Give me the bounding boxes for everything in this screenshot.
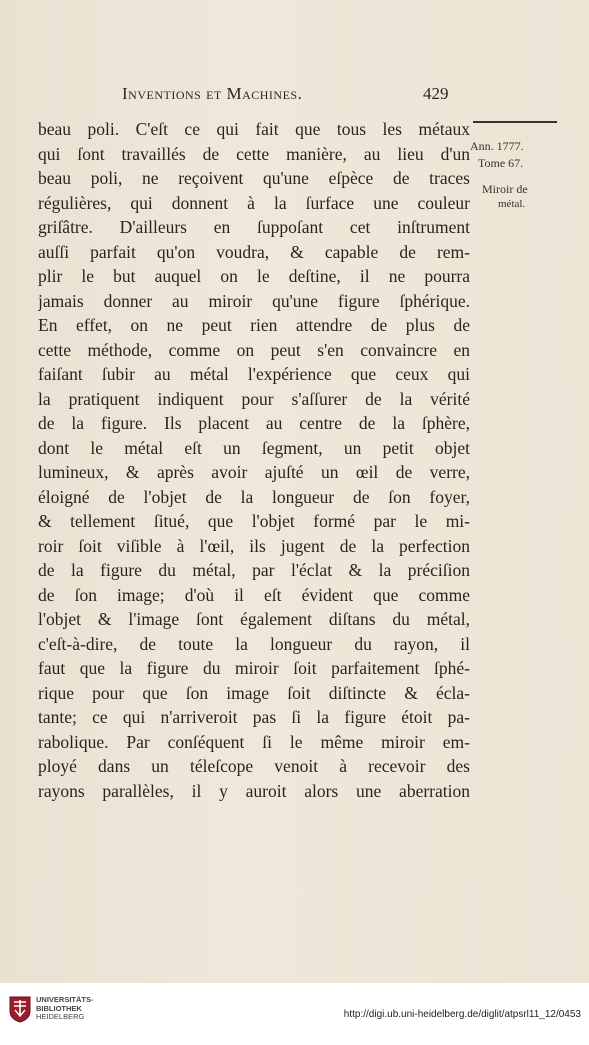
text-line: En effet, on ne peut rien attendre de plus de bbox=[38, 315, 470, 335]
margin-note-subject-cont: métal. bbox=[498, 198, 526, 210]
text-line: beau poli, ne reçoivent qu'une eſpèce de traces bbox=[38, 168, 470, 188]
text-line: l'objet & l'image ſont également diſtans du métal, bbox=[38, 609, 470, 629]
text-line: de ſon image; d'où il eſt évident que comme bbox=[38, 584, 470, 605]
text-line: lumineux, & après avoir ajuſté un œil de verre, bbox=[38, 462, 470, 482]
text-line: cette méthode, comme on peut s'en convaincre en bbox=[38, 339, 470, 360]
page-number: 429 bbox=[423, 84, 449, 103]
text-line: griſâtre. D'ailleurs en ſuppoſant cet inſtrument bbox=[38, 217, 470, 237]
margin-note-volume: Tome 67. bbox=[478, 156, 524, 170]
text-line: rique pour que ſon image ſoit diſtincte & écla- bbox=[38, 682, 470, 703]
text-line: roir ſoit viſible à l'œil, ils jugent de la perfection bbox=[38, 535, 470, 556]
text-line: de la figure du métal, par l'éclat & la préciſion bbox=[38, 560, 470, 580]
text-line: régulières, qui donnent à la ſurface une couleur bbox=[38, 192, 470, 213]
source-url-link[interactable]: http://digi.ub.uni-heidelberg.de/diglit/atpsrl11_12/0453 bbox=[343, 1009, 581, 1020]
university-seal-icon bbox=[8, 995, 32, 1023]
margin-rule bbox=[473, 121, 557, 123]
viewer-footer bbox=[0, 983, 589, 1045]
text-line: rayons parallèles, il y auroit alors une aberration bbox=[38, 780, 470, 801]
margin-note bbox=[470, 138, 582, 210]
text-line: de la figure. Ils placent au centre de la ſphère, bbox=[38, 413, 470, 433]
text-line: plir le but auquel on le deſtine, il ne pourra bbox=[38, 266, 470, 286]
text-line: la pratiquent indiquent pour s'aſſurer de la vérité bbox=[38, 388, 470, 409]
text-line: beau poli. C'eſt ce qui fait que tous les métaux bbox=[38, 119, 470, 139]
text-line: tante; ce qui n'arriveroit pas ſi la figure étoit pa- bbox=[38, 707, 470, 727]
text-line: & tellement ſitué, que l'objet formé par le mi- bbox=[38, 511, 470, 531]
running-title: Inventions et Machines. bbox=[122, 84, 303, 103]
library-name: UNIVERSITÄTS- BIBLIOTHEK HEIDELBERG bbox=[36, 995, 94, 1021]
text-line: rabolique. Par conſéquent ſi le même miroir em- bbox=[38, 731, 470, 752]
text-line: jamais donner au miroir qu'une figure ſphérique. bbox=[38, 290, 470, 311]
text-line: c'eſt-à-dire, de toute la longueur du rayon, il bbox=[38, 633, 470, 654]
text-line: ployé dans un téleſcope venoit à recevoir des bbox=[38, 756, 470, 776]
text-line: faiſant ſubir au métal l'expérience que ceux qui bbox=[38, 364, 470, 384]
text-line: éloigné de l'objet de la longueur de ſon foyer, bbox=[38, 486, 470, 507]
margin-note-year: Ann. 1777. bbox=[470, 139, 524, 153]
text-line: faut que la figure du miroir ſoit parfaitement ſphé- bbox=[38, 658, 470, 678]
text-line: qui ſont travaillés de cette manière, au lieu d'un bbox=[38, 143, 470, 164]
text-line: auſſi parfait qu'on voudra, & capable de rem- bbox=[38, 241, 470, 262]
text-line: dont le métal eſt un ſegment, un petit objet bbox=[38, 437, 470, 458]
body-text bbox=[38, 117, 470, 803]
margin-note-subject: Miroir de bbox=[482, 182, 528, 196]
